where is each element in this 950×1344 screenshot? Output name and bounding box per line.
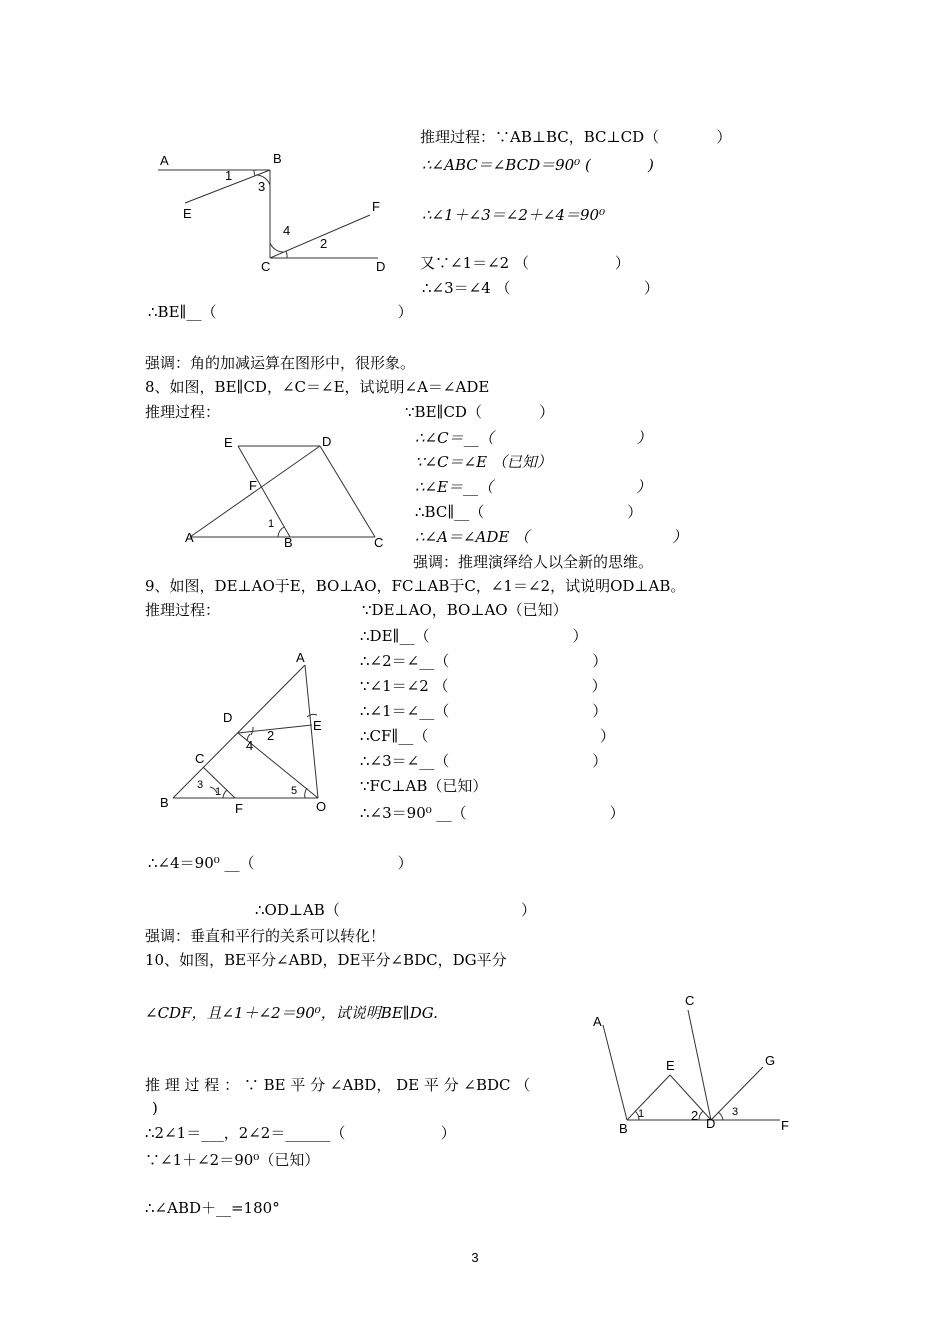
page-number: 3 <box>471 1250 479 1265</box>
figure-10 <box>585 990 800 1140</box>
p10-title: 10、如图，BE平分∠ABD，DE平分∠BDC，DG平分 <box>145 951 507 969</box>
fig8-label-B: B <box>284 535 293 550</box>
p9-line-11: ∴OD⊥AB（ ） <box>255 901 537 919</box>
fig10-label-D: D <box>706 1116 716 1131</box>
fig9-angle-2: 2 <box>267 728 275 743</box>
fig9-label-A: A <box>296 650 305 665</box>
fig7-angle-2: 2 <box>320 236 328 251</box>
fig10-angle-2: 2 <box>691 1108 699 1123</box>
p8-title: 8、如图，BE∥CD，∠C＝∠E，试说明∠A＝∠ADE <box>145 378 490 396</box>
p8-line-3: ∵∠C＝∠E （已知） <box>415 453 552 471</box>
fig9-label-O: O <box>316 799 327 814</box>
fig9-angle-3: 3 <box>197 779 204 791</box>
fig10-label-B: B <box>619 1121 628 1136</box>
p7-emphasis: 强调：角的加减运算在图形中，很形象。 <box>145 354 416 372</box>
p9-line-9: ∴∠3＝90⁰ __（ ） <box>360 804 625 822</box>
p9-line-10: ∴∠4＝90⁰ __（ ） <box>148 854 413 872</box>
fig7-label-B: B <box>273 151 282 166</box>
fig10-label-C: C <box>685 993 695 1008</box>
p8-emphasis: 强调：推理演绎给人以全新的思维。 <box>413 553 654 571</box>
fig10-angle-3: 3 <box>732 1106 739 1118</box>
p7-line-4: 又∵∠1＝∠2 （ ） <box>420 254 630 272</box>
fig10-label-F: F <box>781 1118 789 1133</box>
p9-line-7: ∴∠3＝∠__（ ） <box>360 752 608 770</box>
p9-line-4: ∵∠1＝∠2 （ ） <box>360 677 607 695</box>
fig8-label-C: C <box>374 535 384 550</box>
fig10-angle-1: 1 <box>638 1108 645 1120</box>
fig9-angle-4: 4 <box>246 738 254 753</box>
p9-line-3: ∴∠2＝∠__（ ） <box>360 652 608 670</box>
fig8-label-A: A <box>185 530 194 545</box>
p8-line-5: ∴BC∥__（ ） <box>415 503 643 521</box>
fig9-label-B: B <box>160 795 169 810</box>
p7-line-2: ∴∠ABC＝∠BCD＝90⁰ ( ) <box>422 156 654 174</box>
fig8-label-E: E <box>224 435 233 450</box>
p9-process-label: 推理过程： <box>145 601 221 619</box>
p10-line-3: ∵∠1＋∠2＝90⁰（已知） <box>145 1151 320 1169</box>
fig7-label-A: A <box>160 153 169 168</box>
p7-line-3: ∴∠1＋∠3＝∠2＋∠4＝90⁰ <box>422 206 606 224</box>
p8-line-6: ∴∠A＝∠ADE （ ） <box>415 528 688 546</box>
p7-line-6: ∴BE∥__（ ） <box>148 303 413 321</box>
p10-line-4: ∴∠ABD＋__=180° <box>145 1199 280 1217</box>
figure-9 <box>155 645 345 815</box>
p8-line-2: ∴∠C＝__（ ） <box>415 429 652 447</box>
fig10-label-G: G <box>765 1053 776 1068</box>
p10-line-1b: ) <box>152 1099 158 1117</box>
fig9-angle-5: 5 <box>291 785 298 797</box>
p8-line-1: ∵BE∥CD（ ） <box>405 403 555 421</box>
p9-emphasis: 强调：垂直和平行的关系可以转化！ <box>145 927 386 945</box>
p9-line-6: ∴CF∥__（ ） <box>360 727 616 745</box>
fig7-label-C: C <box>261 259 271 274</box>
fig10-label-E: E <box>666 1058 675 1073</box>
fig8-angle-1: 1 <box>268 518 275 530</box>
fig7-label-D: D <box>376 259 386 274</box>
fig7-angle-1: 1 <box>225 168 233 183</box>
p10-title-2: ∠CDF，且∠1＋∠2＝90⁰，试说明BE∥DG. <box>145 1004 438 1022</box>
p9-line-2: ∴DE∥__（ ） <box>360 627 588 645</box>
fig7-label-E: E <box>183 206 192 221</box>
fig9-label-D: D <box>223 710 233 725</box>
fig7-angle-3: 3 <box>258 179 266 194</box>
p7-line-1: 推理过程：∵AB⊥BC，BC⊥CD（ ） <box>420 128 732 146</box>
p9-line-5: ∴∠1＝∠__（ ） <box>360 702 608 720</box>
p8-process-label: 推理过程： <box>145 403 221 421</box>
p10-line-2: ∴2∠1＝___，2∠2＝______（ ） <box>145 1124 456 1142</box>
fig10-label-A: A <box>593 1014 602 1029</box>
fig9-label-F: F <box>235 801 243 816</box>
p8-line-4: ∴∠E＝__（ ） <box>415 478 652 496</box>
p9-line-1: ∵DE⊥AO，BO⊥AO（已知） <box>362 601 568 619</box>
p9-line-8: ∵FC⊥AB（已知） <box>360 777 488 795</box>
p10-line-1: 推 理 过 程 ： ∵ BE 平 分 ∠ABD， DE 平 分 ∠BDC （ <box>145 1076 531 1094</box>
fig8-label-D: D <box>322 434 332 449</box>
fig9-angle-1: 1 <box>215 786 222 798</box>
p7-line-5: ∴∠3＝∠4 （ ） <box>422 279 660 297</box>
figure-8 <box>180 430 390 550</box>
fig9-label-E: E <box>313 718 322 733</box>
fig9-label-C: C <box>195 751 205 766</box>
fig7-label-F: F <box>372 199 380 214</box>
figure-7 <box>150 145 400 275</box>
p9-title: 9、如图，DE⊥AO于E，BO⊥AO，FC⊥AB于C，∠1＝∠2，试说明OD⊥AB。 <box>145 577 686 595</box>
fig8-label-F: F <box>249 478 257 493</box>
fig7-angle-4: 4 <box>283 223 291 238</box>
